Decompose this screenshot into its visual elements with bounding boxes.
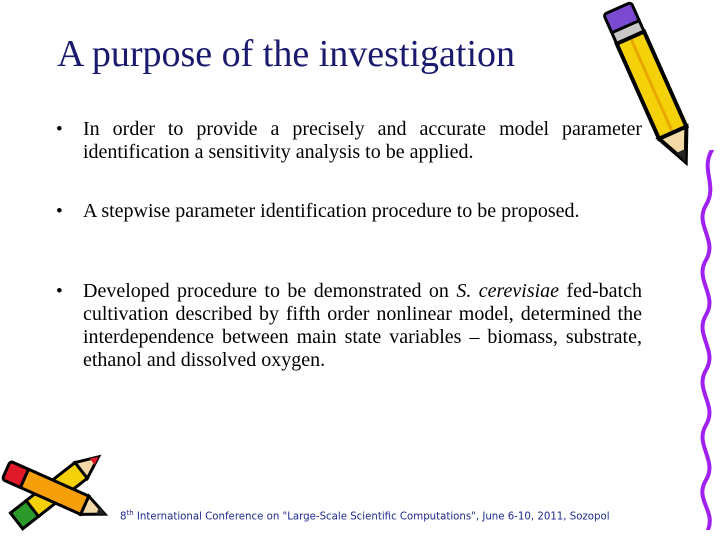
pencil-icon (600, 0, 710, 175)
organism-name: S. cerevisiae (456, 280, 560, 302)
bullet-item (56, 200, 642, 223)
bullet-marker: • (56, 281, 63, 302)
footer-ordinal-suffix: th (126, 509, 134, 517)
footer-text: International Conference on "Large-Scale Scientific Computations", June 6-10, 2011, Sozopol (133, 511, 610, 523)
bullet-marker: • (56, 201, 63, 222)
bullet-text: In order to provide a precisely and accurate model parameter identification a sensitivity analysis to be applied. (83, 118, 642, 163)
bullet-text-end: fed-batch cultivation described by fifth order nonlinear model, determined the interdependence between main state variables – biomass, substrate, ethanol and dissolved oxygen. (83, 280, 642, 371)
pencils-icon (0, 432, 120, 540)
slide-footer (120, 509, 680, 522)
bullet-text: A stepwise parameter identification procedure to be proposed. (83, 200, 580, 222)
footer-ordinal: 8 (120, 511, 127, 523)
squiggle-icon (698, 150, 720, 530)
bullet-item (56, 280, 642, 372)
slide-title: A purpose of the investigation (57, 33, 516, 75)
bullet-item (56, 118, 642, 164)
bullet-text (83, 280, 642, 372)
bullet-marker: • (56, 119, 63, 140)
bullet-text-start: Developed procedure to be demonstrated on (83, 280, 457, 302)
